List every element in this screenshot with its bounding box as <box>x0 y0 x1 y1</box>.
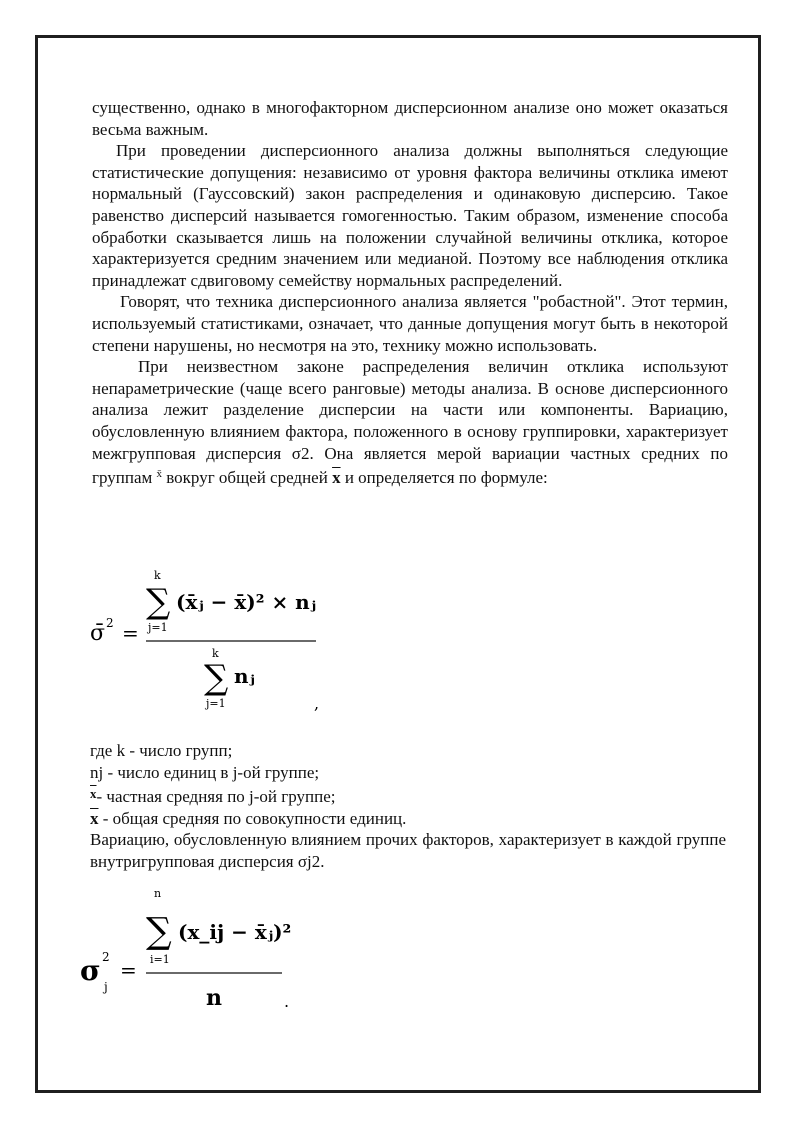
formula2-sup: 2 <box>102 950 110 964</box>
paragraph-3: Говорят, что техника дисперсионного анализа является "робастной". Этот термин, используемый статистиками, означает, что данные допущения могут быть в некоторой степени нарушены, но несмотря на это, технику можно использовать. <box>92 292 728 355</box>
formula1-den-bottom: j=1 <box>206 697 226 710</box>
overall-mean-symbol: $\overline{x}$ <box>332 468 341 488</box>
formula2-numerator: (x_ij − x̄ⱼ)² <box>178 920 292 944</box>
legend-overall-mean-symbol: $\overline{x}$ <box>90 808 99 828</box>
formula2-lhs: σ <box>80 954 101 987</box>
group-mean-symbol: x̄ <box>156 468 162 481</box>
legend-line-3 <box>90 783 730 808</box>
legend-line-1: где k - число групп; <box>90 741 233 760</box>
paragraph-4-part-a: При неизвестном законе распределения величин отклика используют непараметрические (чаще всего ранговые) методы анализа. В основе дисперсионного анализа лежит разделение дисперсии на части или компоненты. Вариацию, обусловленную влиянием фактора, положенного в основу группировки, характеризует межгрупповая дисперсия σ2. Она является мерой вариации частных средних по группам <box>92 357 728 488</box>
paragraph-2: При проведении дисперсионного анализа должны выполняться следующие статистические допущения: независимо от уровня фактора величины отклика имеют нормальный (Гауссовский) закон распределения и одинаковую дисперсию. Такое равенство дисперсий называется гомогенностью. Таким образом, изменение способа обработки сказывается лишь на положении случайной величины отклика, которое характеризуется средним значением или медианой. Поэтому все наблюдения отклика принадлежат сдвиговому семейству нормальных распределений. <box>92 141 728 290</box>
paragraph-4 <box>92 356 728 489</box>
legend-line-4 <box>90 808 730 830</box>
formula2-sum-top: n <box>154 887 162 900</box>
formula1-numerator: (x̄ⱼ − x̄)² × nⱼ <box>176 590 316 614</box>
formula1-lhs: σ̄ <box>90 621 106 646</box>
formula2-equals: = <box>120 958 137 982</box>
formula1-sum-sign: ∑ <box>146 582 171 622</box>
paragraph-1: существенно, однако в многофакторном дисперсионном анализе оно может оказаться весьма важным. <box>92 98 728 139</box>
legend-line-2: nj - число единиц в j-ой группе; <box>90 762 320 782</box>
formula1-den-sum-sign: ∑ <box>204 658 229 698</box>
paragraph-4-part-c: и определяется по формуле: <box>344 468 548 488</box>
body-text <box>92 97 728 489</box>
formula1-trailing-comma: , <box>314 694 320 713</box>
formula2-sum-bottom: i=1 <box>150 953 170 966</box>
formula2-denominator: n <box>206 985 222 1011</box>
formula1-denominator: nⱼ <box>234 664 255 688</box>
formula1-den-top: k <box>212 647 219 660</box>
between-group-variance-formula <box>88 565 348 715</box>
paragraph-4-part-b: вокруг общей средней <box>166 468 328 488</box>
formula2-sum-sign: ∑ <box>146 911 172 952</box>
formula2-sub: j <box>104 980 108 994</box>
formula2-trailing-dot: . <box>284 992 290 1011</box>
legend-line-4-text: - общая средняя по совокупности единиц. <box>98 808 407 828</box>
formula1-equals: = <box>122 621 139 645</box>
formula1-power: 2 <box>106 616 114 630</box>
legend-line-3-text: - частная средняя по j-ой группе; <box>96 787 336 807</box>
legend-group-mean-symbol: x <box>90 786 97 802</box>
legend-line-5: Вариацию, обусловленную влиянием прочих факторов, характеризует в каждой группе внутригрупповая дисперсия σj2. <box>90 830 726 871</box>
within-group-variance-formula <box>78 885 308 1015</box>
formula1-sum-top: k <box>154 569 161 582</box>
symbol-legend <box>90 740 730 873</box>
formula1-sum-bottom: j=1 <box>148 621 168 634</box>
